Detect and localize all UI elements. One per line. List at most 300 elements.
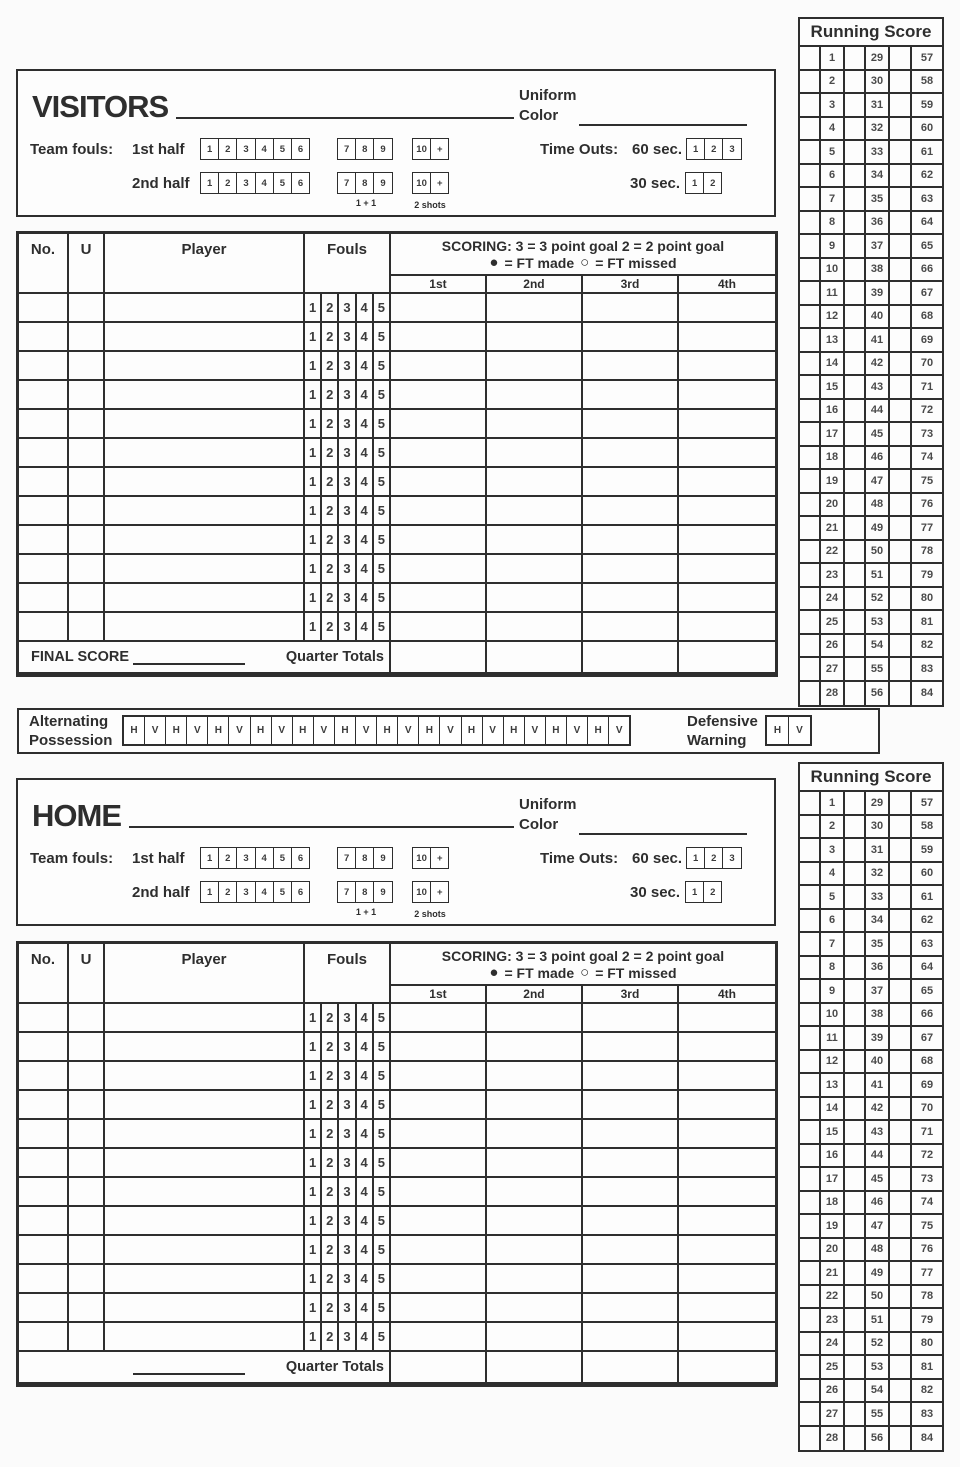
running-score-mark-cell[interactable] xyxy=(890,682,912,706)
running-score-mark-cell[interactable] xyxy=(800,957,821,981)
personal-foul-box[interactable]: 5 xyxy=(374,439,391,468)
running-score-mark-cell[interactable] xyxy=(890,141,912,165)
team-foul-box[interactable]: 8 xyxy=(356,139,374,159)
personal-foul-box[interactable]: 3 xyxy=(339,410,356,439)
personal-foul-box[interactable]: 4 xyxy=(357,352,374,381)
team-foul-box[interactable]: 4 xyxy=(256,173,274,193)
running-score-number[interactable]: 7 xyxy=(821,933,845,957)
running-score-number[interactable]: 69 xyxy=(912,1074,942,1098)
running-score-number[interactable]: 7 xyxy=(821,188,845,212)
personal-foul-box[interactable]: 4 xyxy=(357,1236,374,1265)
team-foul-box[interactable]: 4 xyxy=(256,882,274,902)
running-score-number[interactable]: 55 xyxy=(866,1403,890,1427)
running-score-mark-cell[interactable] xyxy=(890,353,912,377)
running-score-number[interactable]: 3 xyxy=(821,94,845,118)
quarter-score-cell[interactable] xyxy=(583,1004,679,1033)
running-score-number[interactable]: 79 xyxy=(912,564,942,588)
quarter-score-cell[interactable] xyxy=(679,1207,775,1236)
running-score-mark-cell[interactable] xyxy=(890,1380,912,1404)
quarter-score-cell[interactable] xyxy=(679,410,775,439)
running-score-mark-cell[interactable] xyxy=(845,353,866,377)
running-score-mark-cell[interactable] xyxy=(890,1427,912,1451)
running-score-mark-cell[interactable] xyxy=(890,235,912,259)
timeout-30-box[interactable]: 2 xyxy=(710,177,716,189)
running-score-number[interactable]: 15 xyxy=(821,376,845,400)
quarter-score-cell[interactable] xyxy=(487,1178,583,1207)
personal-foul-box[interactable]: 1 xyxy=(305,468,322,497)
team-foul-box[interactable]: 8 xyxy=(356,173,374,193)
player-number-cell[interactable] xyxy=(19,555,69,584)
personal-foul-box[interactable]: 1 xyxy=(305,526,322,555)
personal-foul-box[interactable]: 2 xyxy=(322,439,339,468)
running-score-mark-cell[interactable] xyxy=(800,1262,821,1286)
player-u-cell[interactable] xyxy=(69,1207,105,1236)
running-score-number[interactable]: 76 xyxy=(912,1239,942,1263)
running-score-number[interactable]: 48 xyxy=(866,1239,890,1263)
personal-foul-box[interactable]: 5 xyxy=(374,1265,391,1294)
running-score-mark-cell[interactable] xyxy=(890,165,912,189)
personal-foul-box[interactable]: 1 xyxy=(305,1033,322,1062)
player-number-cell[interactable] xyxy=(19,439,69,468)
running-score-number[interactable]: 54 xyxy=(866,635,890,659)
running-score-mark-cell[interactable] xyxy=(845,1192,866,1216)
running-score-mark-cell[interactable] xyxy=(890,839,912,863)
quarter-score-cell[interactable] xyxy=(487,1236,583,1265)
player-u-cell[interactable] xyxy=(69,410,105,439)
running-score-number[interactable]: 15 xyxy=(821,1121,845,1145)
quarter-score-cell[interactable] xyxy=(679,381,775,410)
running-score-number[interactable]: 26 xyxy=(821,635,845,659)
personal-foul-box[interactable]: 5 xyxy=(374,352,391,381)
player-u-cell[interactable] xyxy=(69,352,105,381)
running-score-mark-cell[interactable] xyxy=(845,1403,866,1427)
player-u-cell[interactable] xyxy=(69,1236,105,1265)
personal-foul-box[interactable]: 1 xyxy=(305,1265,322,1294)
running-score-mark-cell[interactable] xyxy=(890,423,912,447)
personal-foul-box[interactable]: 5 xyxy=(374,1323,391,1352)
running-score-number[interactable]: 28 xyxy=(821,1427,845,1451)
running-score-mark-cell[interactable] xyxy=(890,470,912,494)
personal-foul-box[interactable]: 1 xyxy=(305,381,322,410)
defensive-warning-box[interactable]: H xyxy=(767,717,789,744)
running-score-number[interactable]: 11 xyxy=(821,282,845,306)
possession-box[interactable]: V xyxy=(187,717,208,744)
team-foul-box[interactable]: 6 xyxy=(297,852,304,864)
personal-foul-box[interactable]: 1 xyxy=(305,1207,322,1236)
running-score-number[interactable]: 76 xyxy=(912,494,942,518)
quarter-score-cell[interactable] xyxy=(583,1236,679,1265)
running-score-number[interactable]: 39 xyxy=(866,282,890,306)
quarter-score-cell[interactable] xyxy=(487,468,583,497)
quarter-score-cell[interactable] xyxy=(583,1091,679,1120)
quarter-score-cell[interactable] xyxy=(583,381,679,410)
personal-foul-box[interactable]: 1 xyxy=(305,1178,322,1207)
running-score-mark-cell[interactable] xyxy=(845,863,866,887)
personal-foul-box[interactable]: 3 xyxy=(339,294,356,323)
running-score-mark-cell[interactable] xyxy=(800,71,821,95)
quarter-score-cell[interactable] xyxy=(679,1033,775,1062)
running-score-number[interactable]: 67 xyxy=(912,282,942,306)
running-score-number[interactable]: 65 xyxy=(912,980,942,1004)
running-score-number[interactable]: 8 xyxy=(821,212,845,236)
quarter-total-cell[interactable] xyxy=(679,1352,775,1382)
player-u-cell[interactable] xyxy=(69,555,105,584)
quarter-score-cell[interactable] xyxy=(391,1033,487,1062)
quarter-score-cell[interactable] xyxy=(679,584,775,613)
quarter-score-cell[interactable] xyxy=(679,526,775,555)
running-score-number[interactable]: 65 xyxy=(912,235,942,259)
running-score-mark-cell[interactable] xyxy=(890,282,912,306)
personal-foul-box[interactable]: 3 xyxy=(339,1033,356,1062)
personal-foul-box[interactable]: 3 xyxy=(339,1323,356,1352)
player-u-cell[interactable] xyxy=(69,1178,105,1207)
running-score-number[interactable]: 24 xyxy=(821,1333,845,1357)
personal-foul-box[interactable]: 2 xyxy=(322,410,339,439)
personal-foul-box[interactable]: 4 xyxy=(357,584,374,613)
team-foul-box[interactable]: 2 xyxy=(219,173,237,193)
quarter-score-cell[interactable] xyxy=(391,1091,487,1120)
player-u-cell[interactable] xyxy=(69,613,105,642)
player-number-cell[interactable] xyxy=(19,1033,69,1062)
timeout-60-box[interactable]: 3 xyxy=(729,143,735,155)
player-number-cell[interactable] xyxy=(19,1091,69,1120)
possession-box[interactable]: H xyxy=(124,717,145,744)
personal-foul-box[interactable]: 2 xyxy=(322,1207,339,1236)
running-score-number[interactable]: 50 xyxy=(866,1286,890,1310)
running-score-number[interactable]: 14 xyxy=(821,1098,845,1122)
team-foul-box[interactable]: 4 xyxy=(256,139,274,159)
team-foul-box[interactable]: 1 xyxy=(201,848,219,868)
quarter-score-cell[interactable] xyxy=(583,294,679,323)
quarter-score-cell[interactable] xyxy=(487,1323,583,1352)
quarter-score-cell[interactable] xyxy=(391,1207,487,1236)
personal-foul-box[interactable]: 1 xyxy=(305,1120,322,1149)
player-name-cell[interactable] xyxy=(105,381,305,410)
running-score-mark-cell[interactable] xyxy=(800,1074,821,1098)
team-name-line[interactable] xyxy=(176,116,514,119)
running-score-mark-cell[interactable] xyxy=(800,1121,821,1145)
personal-foul-box[interactable]: 2 xyxy=(322,1091,339,1120)
uniform-color-line[interactable] xyxy=(579,818,747,835)
running-score-number[interactable]: 31 xyxy=(866,94,890,118)
running-score-number[interactable]: 45 xyxy=(866,423,890,447)
personal-foul-box[interactable]: 3 xyxy=(339,1294,356,1323)
personal-foul-box[interactable]: 4 xyxy=(357,1033,374,1062)
running-score-number[interactable]: 39 xyxy=(866,1027,890,1051)
personal-foul-box[interactable]: 4 xyxy=(357,468,374,497)
running-score-number[interactable]: 25 xyxy=(821,1356,845,1380)
quarter-score-cell[interactable] xyxy=(391,1265,487,1294)
team-foul-box[interactable]: 9 xyxy=(380,886,386,898)
running-score-mark-cell[interactable] xyxy=(890,980,912,1004)
running-score-number[interactable]: 35 xyxy=(866,933,890,957)
player-number-cell[interactable] xyxy=(19,1265,69,1294)
possession-box[interactable]: H xyxy=(251,717,272,744)
personal-foul-box[interactable]: 1 xyxy=(305,439,322,468)
running-score-number[interactable]: 5 xyxy=(821,886,845,910)
running-score-mark-cell[interactable] xyxy=(800,400,821,424)
personal-foul-box[interactable]: 1 xyxy=(305,1323,322,1352)
possession-box[interactable]: V xyxy=(314,717,335,744)
team-foul-box[interactable]: 2 xyxy=(219,882,237,902)
quarter-total-cell[interactable] xyxy=(391,1352,487,1382)
player-name-cell[interactable] xyxy=(105,439,305,468)
running-score-number[interactable]: 46 xyxy=(866,447,890,471)
final-score-line[interactable] xyxy=(133,1359,245,1375)
running-score-mark-cell[interactable] xyxy=(800,141,821,165)
running-score-number[interactable]: 17 xyxy=(821,423,845,447)
quarter-score-cell[interactable] xyxy=(679,555,775,584)
team-foul-box[interactable]: + xyxy=(437,177,443,189)
quarter-score-cell[interactable] xyxy=(391,613,487,642)
running-score-mark-cell[interactable] xyxy=(800,980,821,1004)
quarter-score-cell[interactable] xyxy=(583,1120,679,1149)
running-score-number[interactable]: 51 xyxy=(866,1309,890,1333)
personal-foul-box[interactable]: 1 xyxy=(305,410,322,439)
running-score-mark-cell[interactable] xyxy=(890,564,912,588)
running-score-mark-cell[interactable] xyxy=(800,541,821,565)
running-score-mark-cell[interactable] xyxy=(800,306,821,330)
personal-foul-box[interactable]: 1 xyxy=(305,613,322,642)
quarter-total-cell[interactable] xyxy=(583,642,679,672)
quarter-score-cell[interactable] xyxy=(487,1294,583,1323)
running-score-number[interactable]: 21 xyxy=(821,1262,845,1286)
team-foul-box[interactable]: 9 xyxy=(380,177,386,189)
quarter-score-cell[interactable] xyxy=(679,1091,775,1120)
quarter-score-cell[interactable] xyxy=(391,584,487,613)
quarter-score-cell[interactable] xyxy=(391,381,487,410)
running-score-number[interactable]: 1 xyxy=(821,47,845,71)
running-score-mark-cell[interactable] xyxy=(800,1215,821,1239)
personal-foul-box[interactable]: 5 xyxy=(374,1033,391,1062)
running-score-number[interactable]: 42 xyxy=(866,1098,890,1122)
running-score-number[interactable]: 27 xyxy=(821,1403,845,1427)
running-score-mark-cell[interactable] xyxy=(890,1333,912,1357)
running-score-number[interactable]: 59 xyxy=(912,94,942,118)
player-name-cell[interactable] xyxy=(105,526,305,555)
personal-foul-box[interactable]: 4 xyxy=(357,381,374,410)
running-score-number[interactable]: 33 xyxy=(866,141,890,165)
running-score-mark-cell[interactable] xyxy=(845,1145,866,1169)
quarter-score-cell[interactable] xyxy=(391,1004,487,1033)
personal-foul-box[interactable]: 3 xyxy=(339,323,356,352)
possession-box[interactable]: V xyxy=(525,717,546,744)
personal-foul-box[interactable]: 3 xyxy=(339,352,356,381)
team-foul-box[interactable]: 5 xyxy=(274,173,292,193)
quarter-score-cell[interactable] xyxy=(391,526,487,555)
running-score-number[interactable]: 16 xyxy=(821,1145,845,1169)
team-foul-box[interactable]: 8 xyxy=(356,848,374,868)
personal-foul-box[interactable]: 2 xyxy=(322,352,339,381)
running-score-number[interactable]: 81 xyxy=(912,1356,942,1380)
team-foul-box[interactable]: 1 xyxy=(201,882,219,902)
running-score-number[interactable]: 45 xyxy=(866,1168,890,1192)
quarter-score-cell[interactable] xyxy=(679,1004,775,1033)
quarter-score-cell[interactable] xyxy=(487,613,583,642)
personal-foul-box[interactable]: 5 xyxy=(374,410,391,439)
running-score-number[interactable]: 1 xyxy=(821,792,845,816)
running-score-number[interactable]: 46 xyxy=(866,1192,890,1216)
quarter-score-cell[interactable] xyxy=(391,439,487,468)
personal-foul-box[interactable]: 1 xyxy=(305,1091,322,1120)
running-score-mark-cell[interactable] xyxy=(845,1427,866,1451)
running-score-mark-cell[interactable] xyxy=(890,1403,912,1427)
team-foul-box[interactable]: 7 xyxy=(338,882,356,902)
running-score-number[interactable]: 64 xyxy=(912,212,942,236)
running-score-mark-cell[interactable] xyxy=(890,816,912,840)
running-score-number[interactable]: 61 xyxy=(912,886,942,910)
quarter-score-cell[interactable] xyxy=(679,497,775,526)
running-score-number[interactable]: 79 xyxy=(912,1309,942,1333)
quarter-score-cell[interactable] xyxy=(391,555,487,584)
running-score-mark-cell[interactable] xyxy=(890,957,912,981)
running-score-mark-cell[interactable] xyxy=(845,980,866,1004)
personal-foul-box[interactable]: 5 xyxy=(374,294,391,323)
personal-foul-box[interactable]: 5 xyxy=(374,1062,391,1091)
running-score-number[interactable]: 5 xyxy=(821,141,845,165)
running-score-mark-cell[interactable] xyxy=(890,1215,912,1239)
running-score-number[interactable]: 13 xyxy=(821,1074,845,1098)
running-score-mark-cell[interactable] xyxy=(800,1051,821,1075)
running-score-mark-cell[interactable] xyxy=(890,188,912,212)
running-score-mark-cell[interactable] xyxy=(845,1262,866,1286)
player-u-cell[interactable] xyxy=(69,1294,105,1323)
running-score-mark-cell[interactable] xyxy=(800,1192,821,1216)
quarter-score-cell[interactable] xyxy=(679,1323,775,1352)
quarter-total-cell[interactable] xyxy=(487,1352,583,1382)
personal-foul-box[interactable]: 4 xyxy=(357,555,374,584)
player-name-cell[interactable] xyxy=(105,410,305,439)
running-score-number[interactable]: 34 xyxy=(866,910,890,934)
running-score-number[interactable]: 4 xyxy=(821,118,845,142)
personal-foul-box[interactable]: 3 xyxy=(339,1149,356,1178)
quarter-score-cell[interactable] xyxy=(487,584,583,613)
running-score-number[interactable]: 34 xyxy=(866,165,890,189)
team-foul-box[interactable]: 6 xyxy=(297,143,304,155)
possession-box[interactable]: H xyxy=(377,717,398,744)
running-score-number[interactable]: 10 xyxy=(821,259,845,283)
running-score-number[interactable]: 26 xyxy=(821,1380,845,1404)
team-foul-box[interactable]: 6 xyxy=(297,177,304,189)
personal-foul-box[interactable]: 2 xyxy=(322,1265,339,1294)
running-score-mark-cell[interactable] xyxy=(800,839,821,863)
running-score-mark-cell[interactable] xyxy=(845,682,866,706)
running-score-mark-cell[interactable] xyxy=(845,376,866,400)
possession-box[interactable]: V xyxy=(440,717,461,744)
player-u-cell[interactable] xyxy=(69,1004,105,1033)
running-score-number[interactable]: 9 xyxy=(821,980,845,1004)
personal-foul-box[interactable]: 5 xyxy=(374,323,391,352)
personal-foul-box[interactable]: 1 xyxy=(305,352,322,381)
running-score-mark-cell[interactable] xyxy=(800,1380,821,1404)
personal-foul-box[interactable]: 5 xyxy=(374,1294,391,1323)
quarter-score-cell[interactable] xyxy=(487,1207,583,1236)
personal-foul-box[interactable]: 5 xyxy=(374,1004,391,1033)
running-score-number[interactable]: 52 xyxy=(866,1333,890,1357)
quarter-score-cell[interactable] xyxy=(391,1062,487,1091)
running-score-number[interactable]: 72 xyxy=(912,1145,942,1169)
running-score-mark-cell[interactable] xyxy=(845,933,866,957)
player-name-cell[interactable] xyxy=(105,1120,305,1149)
running-score-number[interactable]: 47 xyxy=(866,1215,890,1239)
quarter-score-cell[interactable] xyxy=(391,323,487,352)
possession-box[interactable]: V xyxy=(229,717,250,744)
running-score-number[interactable]: 56 xyxy=(866,1427,890,1451)
player-number-cell[interactable] xyxy=(19,584,69,613)
running-score-mark-cell[interactable] xyxy=(800,635,821,659)
player-number-cell[interactable] xyxy=(19,613,69,642)
personal-foul-box[interactable]: 4 xyxy=(357,1149,374,1178)
running-score-mark-cell[interactable] xyxy=(890,1286,912,1310)
running-score-number[interactable]: 72 xyxy=(912,400,942,424)
personal-foul-box[interactable]: 4 xyxy=(357,410,374,439)
possession-box[interactable]: V xyxy=(567,717,588,744)
running-score-number[interactable]: 3 xyxy=(821,839,845,863)
player-name-cell[interactable] xyxy=(105,1149,305,1178)
quarter-score-cell[interactable] xyxy=(583,613,679,642)
running-score-number[interactable]: 12 xyxy=(821,306,845,330)
quarter-score-cell[interactable] xyxy=(583,468,679,497)
running-score-mark-cell[interactable] xyxy=(800,353,821,377)
quarter-score-cell[interactable] xyxy=(487,1091,583,1120)
personal-foul-box[interactable]: 2 xyxy=(322,1004,339,1033)
running-score-mark-cell[interactable] xyxy=(800,886,821,910)
running-score-mark-cell[interactable] xyxy=(845,658,866,682)
timeout-30-box[interactable]: 1 xyxy=(686,882,704,902)
quarter-score-cell[interactable] xyxy=(487,1062,583,1091)
running-score-mark-cell[interactable] xyxy=(800,329,821,353)
running-score-number[interactable]: 73 xyxy=(912,1168,942,1192)
possession-box[interactable]: H xyxy=(293,717,314,744)
running-score-number[interactable]: 56 xyxy=(866,682,890,706)
running-score-number[interactable]: 12 xyxy=(821,1051,845,1075)
player-number-cell[interactable] xyxy=(19,323,69,352)
quarter-score-cell[interactable] xyxy=(583,555,679,584)
quarter-score-cell[interactable] xyxy=(391,1149,487,1178)
quarter-score-cell[interactable] xyxy=(583,1323,679,1352)
personal-foul-box[interactable]: 1 xyxy=(305,1149,322,1178)
running-score-number[interactable]: 4 xyxy=(821,863,845,887)
running-score-mark-cell[interactable] xyxy=(845,118,866,142)
personal-foul-box[interactable]: 2 xyxy=(322,1294,339,1323)
running-score-mark-cell[interactable] xyxy=(800,1098,821,1122)
team-foul-box[interactable]: 1 xyxy=(201,139,219,159)
running-score-number[interactable]: 36 xyxy=(866,212,890,236)
running-score-mark-cell[interactable] xyxy=(845,423,866,447)
running-score-mark-cell[interactable] xyxy=(890,886,912,910)
running-score-number[interactable]: 36 xyxy=(866,957,890,981)
running-score-number[interactable]: 74 xyxy=(912,447,942,471)
possession-box[interactable]: H xyxy=(588,717,609,744)
personal-foul-box[interactable]: 1 xyxy=(305,584,322,613)
quarter-score-cell[interactable] xyxy=(391,1178,487,1207)
running-score-number[interactable]: 83 xyxy=(912,1403,942,1427)
running-score-mark-cell[interactable] xyxy=(845,588,866,612)
running-score-mark-cell[interactable] xyxy=(845,957,866,981)
player-name-cell[interactable] xyxy=(105,1178,305,1207)
running-score-mark-cell[interactable] xyxy=(800,1004,821,1028)
team-foul-box[interactable]: 9 xyxy=(380,852,386,864)
possession-box[interactable]: V xyxy=(483,717,504,744)
running-score-mark-cell[interactable] xyxy=(800,1286,821,1310)
quarter-score-cell[interactable] xyxy=(391,468,487,497)
running-score-mark-cell[interactable] xyxy=(845,235,866,259)
running-score-mark-cell[interactable] xyxy=(800,447,821,471)
running-score-mark-cell[interactable] xyxy=(845,1074,866,1098)
running-score-mark-cell[interactable] xyxy=(845,71,866,95)
personal-foul-box[interactable]: 2 xyxy=(322,1236,339,1265)
quarter-score-cell[interactable] xyxy=(583,352,679,381)
